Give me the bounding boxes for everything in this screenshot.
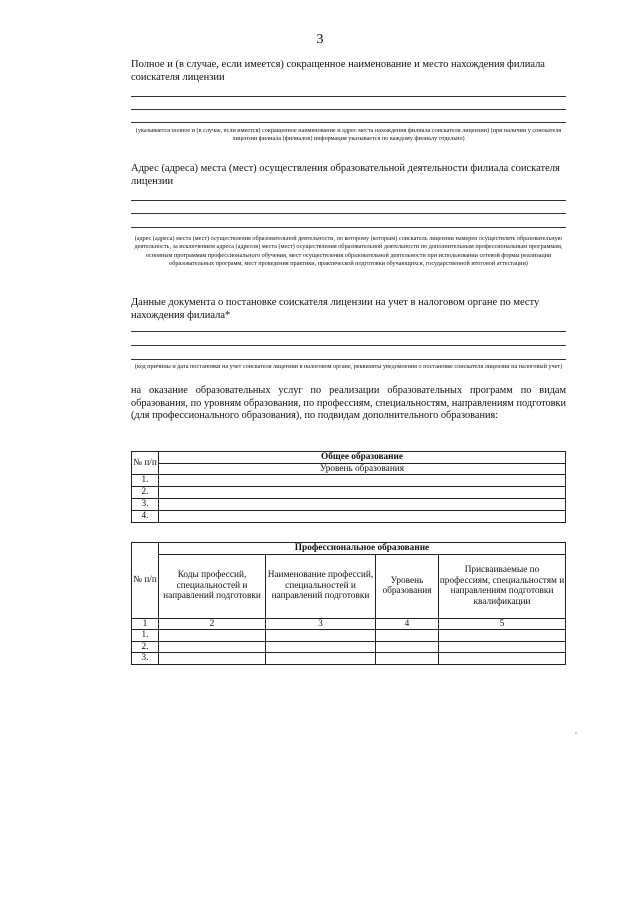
table-cell[interactable]: [159, 487, 566, 499]
professional-education-table: [131, 542, 566, 665]
fill-line[interactable]: [131, 359, 566, 360]
table-cell[interactable]: [376, 641, 439, 653]
row-number: 4.: [132, 511, 159, 523]
row-number: 3.: [132, 499, 159, 511]
education-level-header: Уровень образования: [159, 463, 566, 475]
row-number: 2.: [132, 641, 159, 653]
professional-education-title: Профессиональное образование: [159, 543, 566, 555]
codes-column-header: Коды профессий, специальностей и направлений подготовки: [159, 554, 266, 618]
row-number: 1.: [132, 630, 159, 642]
tax-registration-note: (код причины и дата постановки на учет соискателя лицензии в налоговом органе, реквизиты уведомления о постановке соискателя лицензии на налоговый учет): [134, 363, 563, 370]
table-cell[interactable]: [159, 641, 266, 653]
row-number: 3.: [132, 653, 159, 665]
fill-line[interactable]: [131, 109, 566, 110]
general-education-table: [131, 451, 566, 523]
table-cell[interactable]: [266, 630, 376, 642]
tax-registration-title: Данные документа о постановке соискателя лицензии на учет в налоговом органе по месту нахождения филиала*: [131, 297, 540, 321]
table-cell[interactable]: [159, 475, 566, 487]
table-cell[interactable]: [266, 653, 376, 665]
branch-address-title: Адрес (адреса) места (мест) осуществления образовательной деятельности филиала соискателя лицензии: [131, 163, 560, 187]
qualifications-column-header: Присваиваемые по профессиям, специальностям и направлениям подготовки квалификации: [439, 554, 566, 618]
fill-line[interactable]: [131, 345, 566, 346]
branch-name-note: (указывается полное и (в случае, если имеется) сокращенное наименование и адрес места нахождения филиала соискателя лицензии) (при наличии у соискателя лицензии филиала (филиалов) информация указывается по каждому филиалу отдельно): [135, 127, 562, 143]
fill-line[interactable]: [131, 122, 566, 123]
column-number: 5: [439, 618, 566, 630]
services-description: на оказание образовательных услуг по реализации образовательных программ по видам образования, по уровням образования, по профессиям, специальностям, направлениям подготовки (для профессионального образования), по подвидам дополнительного образования:: [131, 385, 566, 421]
table-cell[interactable]: [376, 630, 439, 642]
fill-line[interactable]: [131, 200, 566, 201]
fill-line[interactable]: [131, 227, 566, 228]
table-cell[interactable]: [376, 653, 439, 665]
fill-line[interactable]: [131, 213, 566, 214]
table-cell[interactable]: [439, 630, 566, 642]
table-cell[interactable]: [159, 630, 266, 642]
general-education-title: Общее образование: [159, 452, 566, 464]
branch-address-note: (адрес (адреса) места (мест) осуществления образовательной деятельности, по которому (которым) соискатель лицензии намерен осуществлять образовательную деятельность, за исключением адреса (адресов) места (мест) осуществления образовательной деятельности по дополнительным профессиональным программам, основным программам профессионального обучения, мест осуществления образовательной деятельности при использовании сетевой формы реализации образовательных программ, мест проведения практики, практической подготовки обучающихся, государственной итоговой аттестации): [134, 235, 563, 267]
table-cell[interactable]: [439, 641, 566, 653]
number-header: № п/п: [132, 452, 159, 475]
column-number: 3: [266, 618, 376, 630]
names-column-header: Наименование профессий, специальностей и направлений подготовки: [266, 554, 376, 618]
level-column-header: Уровень образования: [376, 554, 439, 618]
number-header: № п/п: [132, 543, 159, 619]
fill-line[interactable]: [131, 96, 566, 97]
page-number: 3: [316, 32, 324, 47]
column-number: 1: [132, 618, 159, 630]
column-number: 2: [159, 618, 266, 630]
column-number: 4: [376, 618, 439, 630]
fill-line[interactable]: [131, 331, 566, 332]
scan-mark: ,: [575, 726, 577, 735]
row-number: 1.: [132, 475, 159, 487]
table-cell[interactable]: [159, 499, 566, 511]
table-cell[interactable]: [439, 653, 566, 665]
table-cell[interactable]: [266, 641, 376, 653]
branch-name-title: Полное и (в случае, если имеется) сокращенное наименование и место нахождения филиала соискателя лицензии: [131, 59, 545, 83]
row-number: 2.: [132, 487, 159, 499]
table-cell[interactable]: [159, 653, 266, 665]
table-cell[interactable]: [159, 511, 566, 523]
